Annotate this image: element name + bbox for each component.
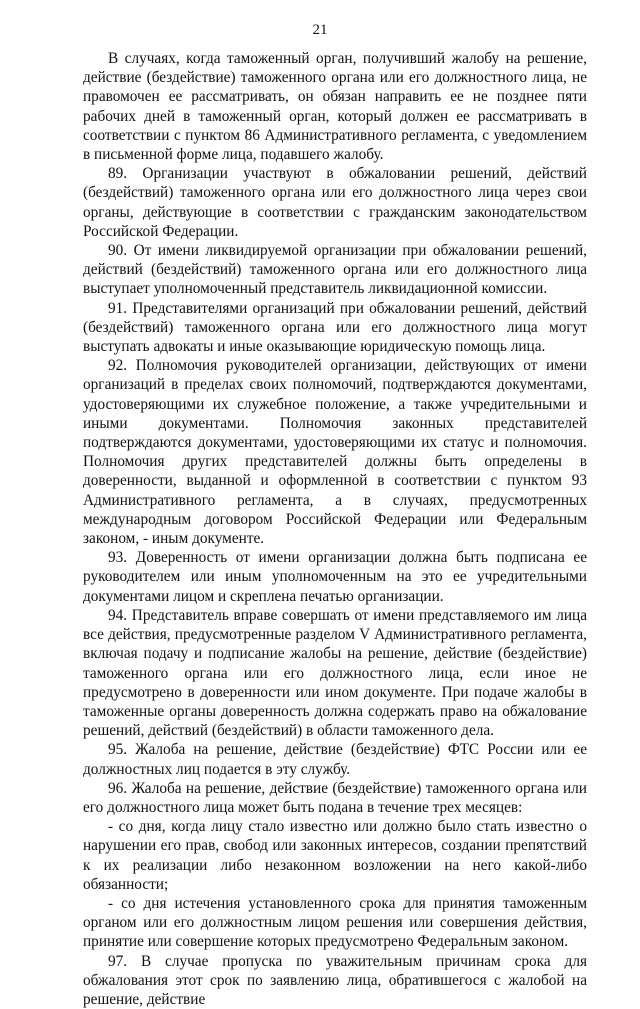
paragraph-92: 92. Полномочия руководителей организации, действующих от имени организаций в пределах своих полномочий, подтверждаются документами, удостоверяющими их служебное положение, а также учредительными и иными документами. Полномочия законных представителей подтверждаются документами, удостоверяющими их статус и полномочия. Полномочия других представителей должны быть определены в доверенности, выданной и оформленной в соответствии с пунктом 93 Административного регламента, а в случаях, предусмотренных международным договором Российской Федерации или Федеральным законом, - иным документе. <box>83 357 587 548</box>
paragraph-97: 97. В случае пропуска по уважительным причинам срока для обжалования этот срок по заявлению лица, обратившегося с жалобой на решение, действие <box>83 952 587 1008</box>
paragraph-93: 93. Доверенность от имени организации должна быть подписана ее руководителем или иным уполномоченным на это ее учредительными документами лицом и скреплена печатью организации. <box>83 549 587 605</box>
list-item-awareness-date: - со дня, когда лицу стало известно или должно было стать известно о нарушении его прав, свобод или законных интересов, создании препятствий к их реализации либо незаконном возложении на него какой-либо обязанности; <box>83 818 587 893</box>
paragraph-90: 90. От имени ликвидируемой организации при обжаловании решений, действий (бездействий) таможенного органа или его должностного лица выступает уполномоченный представитель ликвидационной комиссии. <box>83 242 587 298</box>
paragraph-transfer-notice: В случаях, когда таможенный орган, получивший жалобу на решение, действие (бездействие) таможенного органа или его должностного лица, не правомочен ее рассматривать, он обязан направить ее не позднее пяти рабочих дней в таможенный орган, который должен ее рассматривать в соответствии с пунктом 86 Административного регламента, с уведомлением в письменной форме лица, подавшего жалобу. <box>83 50 587 164</box>
paragraph-94: 94. Представитель вправе совершать от имени представляемого им лица все действия, предусмотренные разделом V Административного регламента, включая подачу и подписание жалобы на решение, действие (бездействие) таможенного органа или его должностного лица, если иное не предусмотрено в доверенности или ином документе. При подаче жалобы в таможенные органы доверенность должна содержать право на обжалование решений, действий (бездействий) в области таможенного дела. <box>83 606 587 740</box>
list-item-deadline-expiry: - со дня истечения установленного срока для принятия таможенным органом или его должностным лицом решения или совершения действия, принятие или совершение которых предусмотрено Федеральным законом. <box>83 894 587 951</box>
paragraph-91: 91. Представителями организаций при обжаловании решений, действий (бездействий) таможенного органа или его должностного лица могут выступать адвокаты и иные оказывающие юридическую помощь лица. <box>83 299 587 356</box>
paragraph-96: 96. Жалоба на решение, действие (бездействие) таможенного органа или его должностного лица может быть подана в течение трех месяцев: <box>83 779 587 816</box>
paragraph-89: 89. Организации участвуют в обжаловании решений, действий (бездействий) таможенного органа или его должностного лица через свои органы, действующие в соответствии с гражданским законодательством Российской Федерации. <box>83 165 587 240</box>
paragraph-95: 95. Жалоба на решение, действие (бездействие) ФТС России или ее должностных лиц подается в эту службу. <box>83 741 587 778</box>
document-body <box>83 49 587 1009</box>
page-number: 21 <box>312 22 328 38</box>
